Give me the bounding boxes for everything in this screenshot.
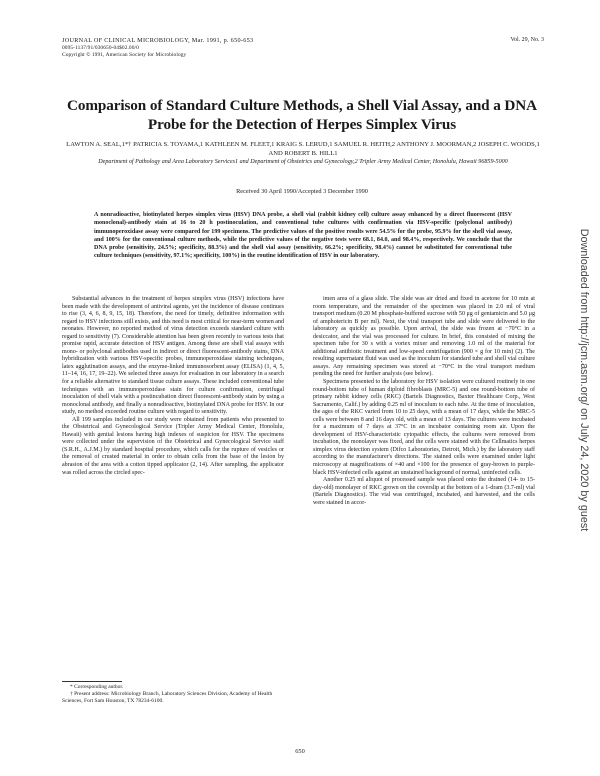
footnotes bbox=[62, 684, 284, 706]
right-column bbox=[313, 296, 535, 507]
footnote-corresponding: * Corresponding author. bbox=[70, 684, 124, 690]
journal-code: 0095-1137/91/030650-04$02.00/0 bbox=[62, 44, 139, 51]
body-paragraph: Another 0.25 ml aliquot of processed sample was placed onto the drained (14- to 15-day-old) monolayer of RKC grown on the coverslip at the bottom of a 1-dram (3.7-ml) vial (Bartels Diagnostics). The vial was centrifuged, incubated, and harvested, and the cells were stained in accor- bbox=[313, 477, 535, 506]
body-paragraph: imen area of a glass slide. The slide was air dried and fixed in acetone for 10 min at room temperature, and the remainder of the specimen was placed in 2.0 ml of viral transport medium (0.20 M phosphate-buffered sucrose with 50 μg of gentamicin and 5.0 μg of amphotericin B per ml). Next, the viral transport tube and slide were delivered to the laboratory as quickly as possible. Upon arrival, the slide was frozen at −70°C in a desiccator, and the vial was processed for culture. In brief, this consisted of mixing the specimen tube for 30 s with a vortex mixer and removing 1.0 ml of the material for additional antibiotic treatment and low-speed centrifugation (900 × g for 10 min) (2). The resulting supernatant fluid was used as the inoculum for standard tube and shell vial culture assays. Any remaining specimen was stored at −70°C in the viral transport medium pending the need for further analysis (see below). bbox=[313, 296, 535, 378]
journal-header bbox=[62, 37, 253, 60]
left-column bbox=[62, 296, 284, 477]
abstract: A nonradioactive, biotinylated herpes simplex virus (HSV) DNA probe, a shell vial (rabbit kidney cell) culture assay enhanced by a direct fluorescent (HSV monoclonal)-antibody stain at 16 to 20 h postinoculation, and conventional tube cultures with confirmation via HSV-specific (polyclonal antibody) immunoperoxidase assay were compared for 199 specimens. The predictive values of the positive results were 54.5% for the probe, 95.9% for the shell vial assay, and 100% for the conventional culture methods, while the predictive values of the negative tests were 68.1, 84.0, and 98.4%, respectively. We conclude that the DNA probe (sensitivity, 24.5%; specificity, 88.3%) and the shell vial assay (sensitivity, 66.2%; specificity, 98.4%) cannot be substituted for conventional tube culture techniques (sensitivity, 97.1%; specificity, 100%) in the routine identification of HSV in our laboratory. bbox=[94, 212, 512, 260]
received-dates: Received 30 April 1990/Accepted 3 December 1990 bbox=[236, 188, 368, 195]
download-watermark bbox=[574, 140, 594, 620]
copyright-line: Copyright © 1991, American Society for Microbiology bbox=[62, 52, 187, 58]
body-paragraph: Substantial advances in the treatment of herpes simplex virus (HSV) infections have been made with the development of antiviral agents, yet the incidence of disease continues to rise (3, 4, 6, 8, 9, 15, 18). Therefore, the need for timely, definitive information with regard to HSV infections still exists, and this need is most critical for near-term women and neonates. However, no reported method of virus detection exceeds standard culture with regard to sensitivity (7). Considerable attention has been given recently to various tests that promise rapid, accurate detection of HSV antigen. Among these are shell vial assays with mono- or polyclonal antibodies used in indirect or direct fluorescent-antibody stains, DNA hybridization with various HSV-specific probes, immunoperoxidase staining techniques, latex agglutination assays, and the enzyme-linked immunosorbent assay (ELISA) (1, 4, 5, 11–14, 16, 17, 19–22). We selected three assays for evaluation in our laboratory in a search for a reliable alternative to standard tissue culture assays. These included conventional tube techniques with an immunoperoxidase stain for culture confirmation, centrifugal inoculation of shell vials with a postincubation direct fluorescent-antibody stain by using a monoclonal antibody, and finally a nonradioactive, biotinylated DNA probe for HSV. In our study, no method exceeded routine culture with regard to sensitivity. bbox=[62, 296, 285, 416]
download-watermark-text: Downloaded from http://jcm.asm.org/ on July 24, 2020 by guest bbox=[578, 228, 590, 532]
body-paragraph: All 199 samples included in our study were obtained from patients who presented to the Obstetrical and Gynecological Service (Tripler Army Medical Center, Honolulu, Hawaii) with genital lesions having high indexes of suspicion for HSV. The specimens were collected under the supervision of the Obstetrical and Gynecological Service staff (S.R.H., A.J.M.) by standard hospital procedure, which calls for the rupture of vesicles or the removal of crusted material in order to obtain cells from the base of the lesion by abrasion of the area with a cotton tipped applicator (2, 14). After sampling, the applicator was rolled across the circled spec- bbox=[62, 416, 284, 476]
page-number: 650 bbox=[295, 748, 305, 755]
footnote-present-address: † Present address: Microbiology Branch, Laboratory Sciences Division, Academy of Health Sciences, Fort Sam Houston, TX 78234-6100. bbox=[62, 691, 273, 705]
affiliation: Department of Pathology and Area Laboratory Services1 and Department of Obstetrics and Gynecology,2 Tripler Army Medical Center, Honolulu, Hawaii 96859-5000 bbox=[98, 159, 508, 165]
journal-citation: JOURNAL OF CLINICAL MICROBIOLOGY, Mar. 1991, p. 650-653 bbox=[62, 37, 254, 44]
volume-issue: Vol. 29, No. 3 bbox=[510, 37, 544, 43]
author-list: LAWTON A. SEAL,1*† PATRICIA S. TOYAMA,1 KATHLEEN M. FLEET,1 KRAIG S. LERUD,1 SAMUEL R. HEITH,2 ANTHONY J. MOORMAN,2 JOSEPH C. WOODS,1 AND ROBERT B. HILL1 bbox=[66, 141, 540, 157]
article-title: Comparison of Standard Culture Methods, a Shell Vial Assay, and a DNA Probe for the Detection of Herpes Simplex Virus bbox=[66, 97, 538, 133]
body-paragraph: Specimens presented to the laboratory for HSV isolation were cultured routinely in one round-bottom tube of human diploid fibroblasts (MRC-5) and one round-bottom tube of primary rabbit kidney cells (RKC) (Bartels Diagnostics, Baxter Healthcare Corp., West Sacramento, Calif.) by adding 0.25 ml of inoculum to each tube. At the time of inoculation, the ages of the RKC varied from 10 to 25 days, with a mean of 17 days, while the MRC-5 cells were between 8 and 16 days old, with a mean of 13 days. The cultures were incubated for a maximum of 7 days at 37°C in an incubator containing room air. Upon the development of HSV-characteristic cytopathic effects, the cultures were removed from incubation, the monolayer was fixed, and the cells were stained with the Cellmatics herpes simplex virus detection system (Difco Laboratories, Detroit, Mich.) by the laboratory staff according to the manufacturer's directions. The stained cells were examined under light microscopy at magnifications of ×40 and ×100 for the presence of gray-brown to purple-black HSV-infected cells against an unstained background of normal, uninfected cells. bbox=[313, 379, 535, 476]
footnote-divider bbox=[62, 681, 122, 682]
